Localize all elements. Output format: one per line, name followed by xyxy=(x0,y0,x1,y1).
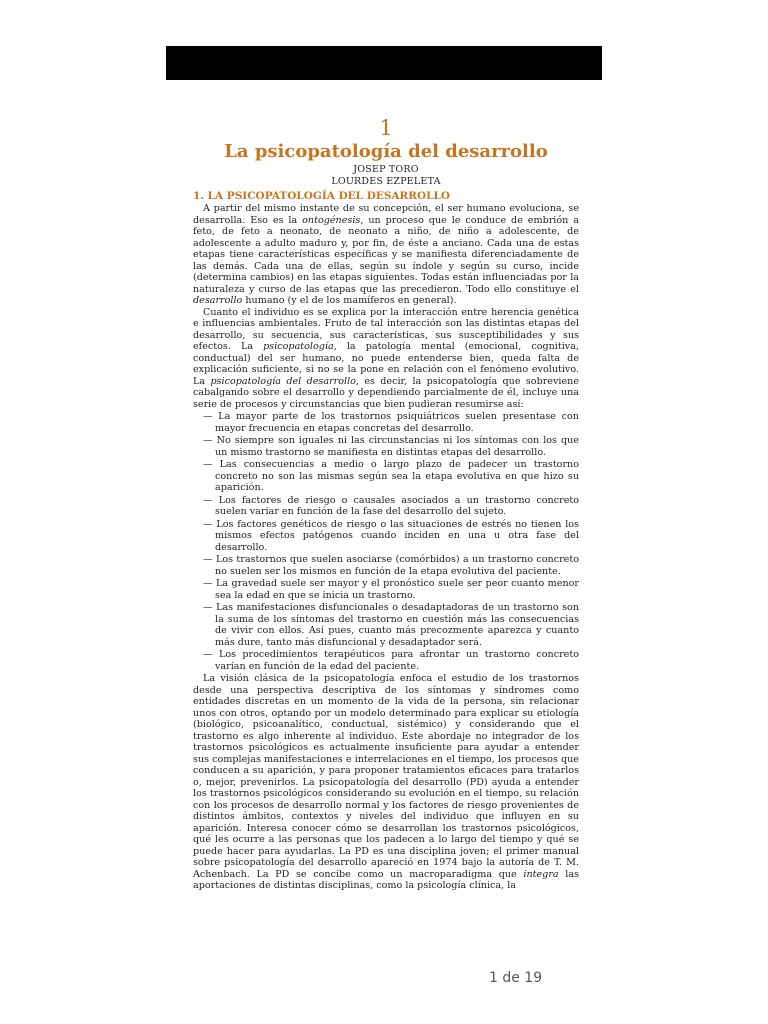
top-black-bar xyxy=(166,46,602,80)
chapter-number: 1 xyxy=(379,116,393,140)
list-item: — La gravedad suele ser mayor y el pronóstico suele ser peor cuanto menor sea la edad en que se inicia un trastorno. xyxy=(203,578,579,601)
list-item: — Los trastornos que suelen asociarse (comórbidos) a un trastorno concreto no suelen ser los mismos en función de la etapa evolutiva del paciente. xyxy=(203,554,579,577)
author-name: JOSEP TORO xyxy=(353,164,419,175)
author-name: LOURDES EZPELETA xyxy=(331,175,441,187)
list-item: — No siempre son iguales ni las circunstancias ni los síntomas con los que un mismo trastorno se manifiesta en distintas etapas del desarrollo. xyxy=(203,435,579,458)
paragraph-2: Cuanto el individuo es se explica por la interacción entre herencia genética e influencias ambientales. Fruto de tal interacción son las distintas etapas del desarrollo, su secuencia, sus características, sus susceptibilidades y sus efectos. La psicopatología, la patología mental (emocional, cognitiva, conductual) del ser humano, no puede entenderse bien, queda falta de explicación suficiente, si no se la pone en relación con el fenómeno evolutivo. La psicopatología del desarrollo, es decir, la psicopatología que sobreviene cabalgando sobre el desarrollo y dependiendo parcialmente de él, incluye una serie de procesos y circunstancias que bien pudieran resumirse así: xyxy=(193,306,580,410)
paragraph-3: La visión clásica de la psicopatología enfoca el estudio de los trastornos desde una perspectiva descriptiva de los síntomas y síndromes como entidades discretas en un momento de la vida de la persona, sin relacionar unos con otros, optando por un modelo determinado para explicar su etiología (biológico, psicoanalítico, conductual, sistémico) y considerando que el trastorno es algo inherente al individuo. Este abordaje no integrador de los trastornos psicológicos es actualmente insuficiente para ayudar a entender sus complejas manifestaciones e interrelaciones en el tiempo, los procesos que conducen a su aparición, y para proponer tratamientos eficaces para tratarlos o, mejor, prevenirlos. La psicopatología del desarrollo (PD) ayuda a entender los trastornos psicológicos considerando su evolución en el tiempo, su relación con los procesos de desarrollo normal y los factores de riesgo provenientes de distintos ámbitos, contextos y niveles del individuo que influyen en su aparición. Interesa conocer cómo se desarrollan los trastornos psicológicos, qué les ocurre a las personas que los padecen a lo largo del tiempo y qué se puede hacer para ayudarlas. La PD es una disciplina joven; el primer manual sobre psicopatología del desarrollo apareció en 1974 bajo la autoría de T. M. Achenbach. La PD se concibe como un macroparadigma que integra las aportaciones de distintas disciplinas, como la psicología clínica, la xyxy=(193,673,580,891)
list-item: — Las consecuencias a medio o largo plazo de padecer un trastorno concreto no son las mismas según sea la etapa evolutiva en que hizo su aparición. xyxy=(203,459,579,493)
list-item: — La mayor parte de los trastornos psiquiátricos suelen presentase con mayor frecuencia en etapas concretas del desarrollo. xyxy=(203,411,579,434)
list-item: — Los procedimientos terapéuticos para afrontar un trastorno concreto varían en función de la edad del paciente. xyxy=(203,649,579,672)
paragraph-1: A partir del mismo instante de su concepción, el ser humano evoluciona, se desarrolla. Eso es la ontogénesis, un proceso que le conduce de embrión a feto, de feto a neonato, de neonato a niño, de niño a adolescente, de adolescente a adulto maduro y, por fin, de éste a anciano. Cada una de estas etapas tiene características específicas y se manifiesta diferenciadamente de las demás. Cada una de ellas, según su índole y según su curso, incide (determina cambios) en las etapas siguientes. Todas están influenciadas por la naturaleza y curso de las etapas que las precedieron. Todo ello constituye el desarrollo humano (y el de los mamíferos en general). xyxy=(193,203,579,306)
section-heading: 1. LA PSICOPATOLOGÍA DEL DESARROLLO xyxy=(193,190,451,202)
list-item: — Las manifestaciones disfuncionales o desadaptadoras de un trastorno son la suma de los síntomas del trastorno en cuestión más las consecuencias de vivir con ellos. Así pues, cuanto más precozmente aparezca y cuanto más dure, tanto más disfuncional y desadaptador será. xyxy=(203,602,579,648)
chapter-title: La psicopatología del desarrollo xyxy=(224,141,548,162)
list-item: — Los factores genéticos de riesgo o las situaciones de estrés no tienen los mismos efectos patógenos cuando inciden en una u otra fase del desarrollo. xyxy=(203,518,579,553)
bullet-list xyxy=(193,411,579,672)
document-page xyxy=(193,116,579,892)
page-indicator: 1 de 19 xyxy=(489,970,543,986)
list-item: — Los factores de riesgo o causales asociados a un trastorno concreto suelen variar en función de la fase del desarrollo del sujeto. xyxy=(203,494,579,517)
